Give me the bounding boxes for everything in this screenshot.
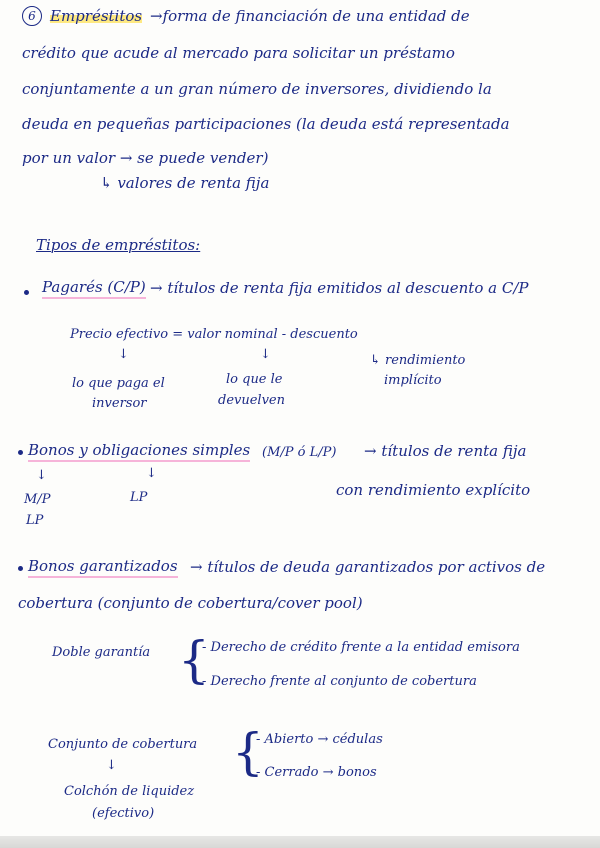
section-number-circle — [22, 6, 42, 26]
bullet-bonos — [18, 450, 23, 455]
bonos-lp-2: LP — [26, 513, 44, 528]
bonos-text-2: con rendimiento explícito — [336, 481, 531, 499]
pagares-note-3b: implícito — [384, 373, 442, 388]
arrow-down-icon: ↓ — [260, 347, 271, 362]
bonos-text: → títulos de renta fija — [364, 442, 527, 460]
arrow-down-icon: ↓ — [106, 758, 117, 773]
arrow-down-icon: ↓ — [36, 468, 47, 483]
arrow-down-icon: ↓ — [146, 466, 157, 481]
pagares-formula: Precio efectivo = valor nominal - descuento — [70, 327, 358, 342]
pagares-label: Pagarés (C/P) — [42, 278, 146, 299]
definition-line-6: ↳ valores de renta fija — [100, 174, 270, 192]
definition-line-4: deuda en pequeñas participaciones (la deuda está representada — [22, 115, 510, 133]
bullet-garantizados — [18, 566, 23, 571]
section-number: 6 — [28, 9, 36, 23]
section-title: Empréstitos — [50, 7, 143, 25]
garantizados-label: Bonos garantizados — [28, 557, 178, 578]
bonos-lp-1: LP — [130, 490, 148, 505]
pagares-note-3: ↳ rendimiento — [370, 353, 466, 368]
page-edge — [0, 836, 600, 848]
definition-line-3: conjuntamente a un gran número de inversores, dividiendo la — [22, 80, 492, 98]
garantizados-text: → títulos de deuda garantizados por activos de — [190, 558, 546, 576]
pagares-note-1: lo que paga el — [72, 376, 165, 391]
brace-icon: { — [232, 723, 264, 781]
colchon-liquidez: Colchón de liquidez — [64, 784, 195, 799]
garantia-2: - Derecho frente al conjunto de cobertura — [202, 674, 477, 689]
arrow-down-icon: ↓ — [118, 347, 129, 362]
doble-garantia: Doble garantía — [52, 645, 151, 660]
pagares-note-1b: inversor — [92, 396, 147, 411]
bonos-term: (M/P ó L/P) — [262, 445, 337, 460]
definition-line-5: por un valor → se puede vender) — [22, 149, 269, 167]
definition-line-2: crédito que acude al mercado para solicitar un préstamo — [22, 44, 455, 62]
bonos-mp: M/P — [24, 492, 51, 507]
pagares-note-2: lo que le — [226, 372, 283, 387]
brace-icon: { — [178, 631, 210, 689]
pagares-note-2b: devuelven — [218, 393, 285, 408]
conjunto-abierto: - Abierto → cédulas — [256, 732, 383, 747]
pagares-text: → títulos de renta fija emitidos al descuento a C/P — [150, 279, 529, 297]
garantia-1: - Derecho de crédito frente a la entidad emisora — [202, 640, 520, 655]
garantizados-text-2: cobertura (conjunto de cobertura/cover pool) — [18, 594, 363, 612]
conjunto-cerrado: - Cerrado → bonos — [256, 765, 377, 780]
bullet-pagares — [24, 290, 29, 295]
conjunto-cobertura: Conjunto de cobertura — [48, 737, 198, 752]
definition-line-1: →forma de financiación de una entidad de — [150, 7, 470, 25]
efectivo: (efectivo) — [92, 806, 155, 821]
types-heading: Tipos de empréstitos: — [36, 236, 201, 254]
bonos-label: Bonos y obligaciones simples — [28, 441, 250, 462]
